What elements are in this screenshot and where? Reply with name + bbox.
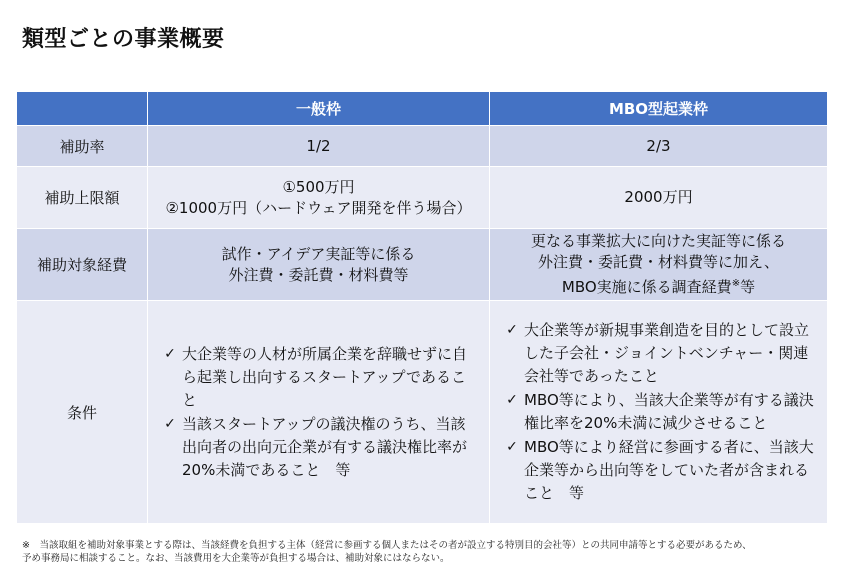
table-header-row	[17, 92, 828, 126]
cost-mbo	[490, 229, 828, 301]
cost-general	[148, 229, 490, 301]
header-empty-cell	[17, 92, 148, 126]
limit-general-line1: ①500万円	[282, 177, 355, 196]
check-icon: ✓	[164, 345, 176, 362]
footnote	[22, 539, 837, 565]
page-title: 類型ごとの事業概要	[22, 27, 225, 52]
row-label-limit: 補助上限額	[17, 167, 148, 229]
header-mbo: MBO型起業枠	[490, 92, 828, 126]
header-general: 一般枠	[148, 92, 490, 126]
table-row-conditions	[17, 301, 828, 524]
check-icon: ✓	[506, 392, 518, 408]
limit-general-line2: ②1000万円（ハードウェア開発を伴う場合）	[165, 198, 472, 217]
cost-mbo-line3-text: MBO実施に係る調査経費	[561, 278, 732, 296]
rate-general: 1/2	[148, 126, 490, 167]
list-item	[162, 343, 477, 412]
conditions-general-list	[148, 343, 489, 482]
limit-mbo: 2000万円	[490, 167, 828, 229]
table-row-limit	[17, 167, 828, 229]
row-label-rate: 補助率	[17, 126, 148, 167]
cost-mbo-line3	[490, 273, 827, 298]
list-item	[504, 319, 815, 388]
table-row-rate	[17, 126, 828, 167]
condition-text: 大企業等の人材が所属企業を辞職せずに自ら起業し出向するスタートアップであること	[182, 344, 468, 409]
cost-mbo-line3-suffix: 等	[740, 278, 756, 296]
conditions-general	[148, 301, 490, 524]
footnote-mark: ※	[731, 278, 741, 289]
rate-mbo: 2/3	[490, 126, 828, 167]
business-summary-table	[16, 91, 828, 524]
check-icon: ✓	[506, 322, 518, 338]
table-row-cost	[17, 229, 828, 301]
check-icon: ✓	[506, 439, 518, 455]
condition-text: 当該スタートアップの議決権のうち、当該出向者の出向元企業が有する議決権比率が20%未満であること 等	[182, 414, 468, 479]
limit-general	[148, 167, 490, 229]
list-item	[504, 436, 815, 505]
list-item	[162, 413, 477, 482]
condition-text: MBO等により、当該大企業等が有する議決権比率を20%未満に減少させること	[524, 391, 814, 432]
conditions-mbo	[490, 301, 828, 524]
footnote-line1: ※ 当該取組を補助対象事業とする際は、当該経費を負担する主体（経営に参画する個人またはその者が設立する特別目的会社等）との共同申請等とする必要があるため、	[22, 540, 752, 551]
cost-mbo-line1: 更なる事業拡大に向けた実証等に係る	[530, 232, 786, 250]
cost-mbo-line2: 外注費・委託費・材料費等に加え、	[538, 253, 779, 271]
row-label-conditions: 条件	[17, 301, 148, 524]
condition-text: MBO等により経営に参画する者に、当該大企業等から出向等をしていた者が含まれること 等	[524, 438, 814, 502]
cost-general-line1: 試作・アイデア実証等に係る	[221, 244, 416, 263]
conditions-mbo-list	[490, 319, 827, 505]
list-item	[504, 389, 815, 435]
condition-text: 大企業等が新規事業創造を目的として設立した子会社・ジョイントベンチャー・関連会社等であったこと	[524, 321, 810, 385]
row-label-cost: 補助対象経費	[17, 229, 148, 301]
cost-general-line2: 外注費・委託費・材料費等	[228, 265, 409, 284]
footnote-line2: 予め事務局に相談すること。なお、当該費用を大企業等が負担する場合は、補助対象にはならない。	[22, 553, 450, 564]
check-icon: ✓	[164, 415, 176, 432]
